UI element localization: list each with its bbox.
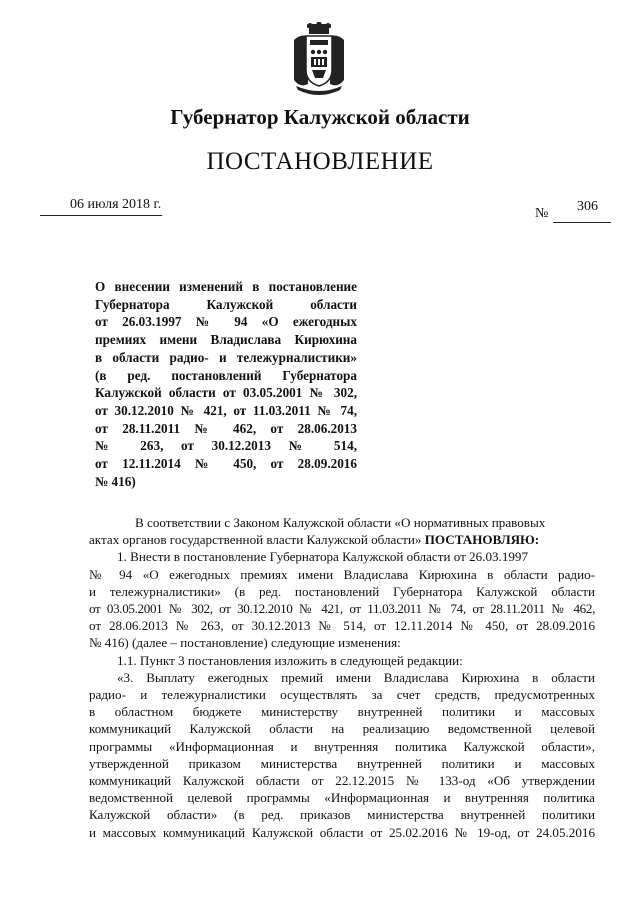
body-line: 1.1. Пункт 3 постановления изложить в следующей редакции: [117,652,463,668]
subject-line: № 263, от 30.12.2013 № 514, [95,438,357,454]
subject-line: от 28.11.2011 № 462, от 28.06.2013 [95,420,357,436]
body-line: радио- и тележурналистики осуществлять за счет средств, предусмотренных [89,687,595,703]
subject-line: премиях имени Владислава Кирюхина [95,332,357,348]
body-line: коммуникаций Калужской области от 22.12.2015 № 133-од «Об утверждении [89,773,595,789]
body-line: утвержденной приказом министерства внутренней политики и массовых [89,755,595,771]
body-line-text: актах органов государственной власти Калужской области» [89,532,422,548]
subject-line: от 12.11.2014 № 450, от 28.09.2016 [95,456,357,472]
subject-line: О внесении изменений в постановление [95,279,357,294]
body-line: «3. Выплату ежегодных премий имени Владислава Кирюхина в области [117,669,595,685]
body-line: ведомственной целевой программы «Информационная и внутренняя политика [89,790,595,806]
subject-line: от 26.03.1997 № 94 «О ежегодных [95,314,357,330]
body-line: № 94 «О ежегодных премиях имени Владислава Кирюхина в области радио- [89,566,595,582]
body-line: 1. Внести в постановление Губернатора Калужской области от 26.03.1997 [117,549,529,565]
body-line: и тележурналистики» (в ред. постановлений Губернатора Калужской области [89,583,595,599]
document-body [89,514,595,841]
number-sign: № [535,206,549,221]
decree-keyword: ПОСТАНОВЛЯЮ [424,532,535,548]
date-underline [40,215,162,216]
issuing-authority: Губернатор Калужской области [170,105,470,129]
subject-line: № 416) [95,473,136,489]
body-line: В соответствии с Законом Калужской области «О нормативных правовых [135,515,546,530]
body-line: коммуникаций Калужской области на реализацию ведомственной целевой [89,721,595,737]
body-line: от 03.05.2001 № 302, от 30.12.2010 № 421, от 11.03.2011 № 74, от 28.11.2011 № 462, [89,601,595,617]
body-line: актах органов государственной власти Калужской области» ПОСТАНОВЛЯЮ: [89,532,540,548]
document-date: 06 июля 2018 г. [70,197,162,212]
body-line: в областном бюджете министерству внутренней политики и массовых [89,704,595,720]
subject-line: Калужской области от 03.05.2001 № 302, [95,385,357,401]
subject-line: (в ред. постановлений Губернатора [95,367,357,383]
body-line: от 28.06.2013 № 263, от 30.12.2013 № 514, от 12.11.2014 № 450, от 28.09.2016 [89,618,595,634]
body-line: программы «Информационная и внутренняя политика Калужской области», [89,738,595,754]
subject-line: в области радио- и тележурналистики» [95,349,357,365]
body-line: и массовых коммуникаций Калужской области от 25.02.2016 № 19-од, от 24.05.2016 [89,824,595,840]
body-line: Калужской области» (в ред. приказов министерства внутренней политики [89,807,595,823]
coat-of-arms-emblem [290,22,348,96]
subject-line: от 30.12.2010 № 421, от 11.03.2011 № 74, [95,402,357,418]
document-number: 306 [577,199,598,214]
document-subject [95,278,357,490]
document-type-title: ПОСТАНОВЛЕНИЕ [206,148,434,175]
body-line: № 416) (далее – постановление) следующие изменения: [89,635,401,651]
number-underline [553,222,611,223]
subject-line: Губернатора Калужской области [95,296,357,312]
